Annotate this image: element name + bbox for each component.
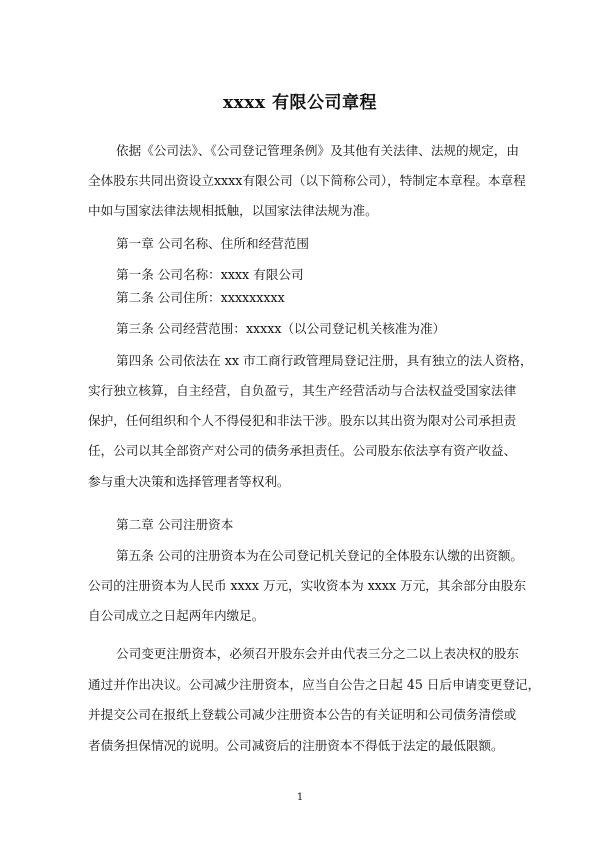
paragraph-line: 通过并作出决议。公司减少注册资本，应当自公告之日起 45 日后申请变更登记，: [88, 677, 541, 692]
paragraph-line: 实行独立核算，自主经营，自负盈亏，其生产经营活动与合法权益受国家法律: [88, 383, 517, 398]
paragraph-line: 公司变更注册资本，必须召开股东会并由代表三分之二以上表决权的股东: [116, 646, 519, 661]
document-title: xxxx 有限公司章程: [223, 93, 377, 113]
paragraph-line: 并提交公司在报纸上登载公司减少注册资本公告的有关证明和公司债务清偿或: [88, 707, 517, 722]
paragraph-line: 任，公司以其全部资产对公司的债务承担责任。公司股东依法享有资产收益、: [88, 443, 517, 458]
article-line: 第一条 公司名称：xxxx 有限公司: [116, 267, 304, 282]
chapter-heading: 第二章 公司注册资本: [116, 517, 234, 532]
page-number: 1: [296, 792, 304, 803]
paragraph-line: 保护，任何组织和个人不得侵犯和非法干涉。股东以其出资为限对公司承担责: [88, 413, 517, 428]
article-line: 第三条 公司经营范围：xxxxx（以公司登记机关核准为准）: [116, 321, 446, 336]
paragraph-line: 自公司成立之日起两年内缴足。: [88, 608, 265, 623]
paragraph-line: 公司的注册资本为人民币 xxxx 万元，实收资本为 xxxx 万元，其余部分由股东: [88, 578, 527, 593]
paragraph-line: 依据《公司法》、《公司登记管理条例》及其他有关法律、法规的规定，由: [116, 143, 519, 158]
paragraph-line: 者债务担保情况的说明。公司减资后的注册资本不得低于法定的最低限额。: [88, 738, 504, 753]
chapter-heading: 第一章 公司名称、住所和经营范围: [116, 236, 309, 251]
article-line: 第二条 公司住所：xxxxxxxxx: [116, 290, 285, 305]
article-line: 第五条 公司的注册资本为在公司登记机关登记的全体股东认缴的出资额。: [116, 548, 524, 563]
paragraph-line: 全体股东共同出资设立xxxx有限公司（以下简称公司），特制定本章程。本章程: [88, 173, 526, 188]
paragraph-line: 参与重大决策和选择管理者等权利。: [88, 474, 290, 489]
paragraph-line: 中如与国家法律法规相抵触，以国家法律法规为准。: [88, 203, 378, 218]
article-line: 第四条 公司依法在 xx 市工商行政管理局登记注册，具有独立的法人资格，: [116, 353, 533, 368]
